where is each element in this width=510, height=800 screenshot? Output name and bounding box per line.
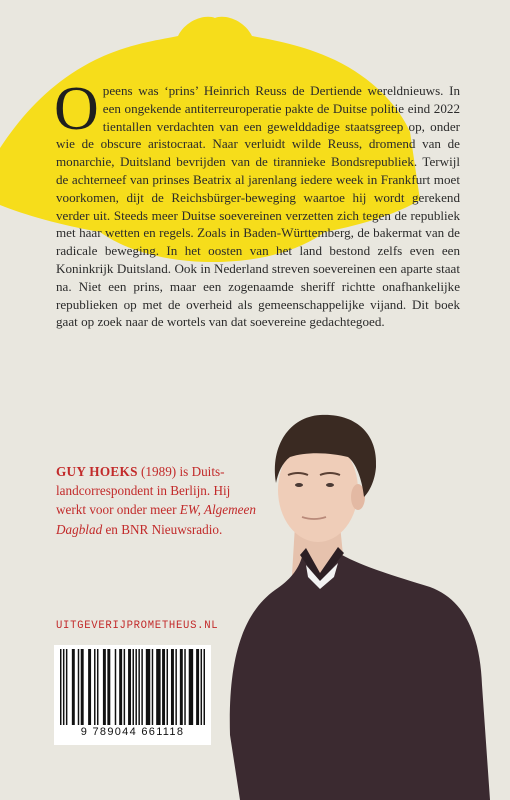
barcode-bar xyxy=(138,649,139,725)
isbn-number: 9 789044 661118 xyxy=(80,726,185,738)
barcode-bars xyxy=(60,649,205,725)
barcode-bar xyxy=(196,649,199,725)
barcode-bar xyxy=(78,649,79,725)
barcode-bar xyxy=(156,649,160,725)
barcode-bar xyxy=(107,649,110,725)
barcode-bar xyxy=(124,649,125,725)
barcode-bar xyxy=(180,649,183,725)
author-outlets: EW, Algemeen Dagblad xyxy=(56,502,256,537)
portrait-sweater xyxy=(230,555,490,800)
barcode-bar xyxy=(135,649,136,725)
portrait-eye-right xyxy=(326,483,334,487)
author-bio-part-2: en BNR Nieuwsradio. xyxy=(102,521,223,537)
portrait-eye-left xyxy=(295,483,303,487)
drop-cap: O xyxy=(54,75,99,143)
barcode-bar xyxy=(94,649,95,725)
barcode-bar xyxy=(175,649,176,725)
barcode-bar xyxy=(97,649,98,725)
barcode-bar xyxy=(128,649,131,725)
author-bio-part-1: (1989) is Duitslandcorrespondent in Berlijn. Hij werkt voor onder meer xyxy=(56,464,231,518)
publisher-website[interactable]: UITGEVERIJPROMETHEUS.NL xyxy=(56,620,219,632)
barcode-bar xyxy=(204,649,205,725)
isbn-barcode xyxy=(54,645,211,745)
barcode-bar xyxy=(162,649,165,725)
author-portrait-photo xyxy=(220,405,510,800)
barcode-bar xyxy=(72,649,75,725)
blurb-text xyxy=(54,75,460,331)
blurb-body: peens was ‘prins’ Heinrich Reuss de Dertiende wereldnieuws. In een ongekende antiterreuroperatie pakte de Duitse politie eind 2022 tientallen verdachten van een gewelddadige staatsgreep op, onder wie de obscure aristocraat. Naar verluidt wilde Reuss, dromend van de monarchie, Duitsland bevrijden van de tirannieke Bondsrepubliek. Terwijl de achterneef van prinses Beatrix al jarenlang iedere week in Frankfurt moet voorkomen, dijt de Reichsbürger-beweging waartoe hij wordt gerekend verder uit. Steeds meer Duitse soevereinen verzetten zich tegen de republiek met haar wetten en regels. Zoals in Baden-Württemberg, de bakermat van de radicale beweging. In het oosten van het land bestond zelfs even een Koninkrijk Duitsland. Ook in Nederland streven soevereinen een aparte staat na. Niet een prins, maar een zogenaamde sheriff richtte onafhankelijke republieken op met de overheid als gemeenschappelijke vijand. Dit boek gaat op zoek naar de wortels van dat soevereine gedachtegoed. xyxy=(56,83,460,330)
barcode-bar xyxy=(60,649,61,725)
barcode-bar xyxy=(81,649,84,725)
barcode-bar xyxy=(119,649,122,725)
barcode-bar xyxy=(133,649,134,725)
barcode-bar xyxy=(152,649,153,725)
barcode-bar xyxy=(146,649,150,725)
barcode-bar xyxy=(201,649,202,725)
barcode-bar xyxy=(141,649,142,725)
barcode-bar xyxy=(189,649,193,725)
barcode-bar xyxy=(171,649,174,725)
barcode-bar xyxy=(184,649,185,725)
barcode-bar xyxy=(88,649,91,725)
barcode-bar xyxy=(167,649,168,725)
barcode-bar xyxy=(115,649,116,725)
author-name: GUY HOEKS xyxy=(56,464,138,479)
barcode-bar xyxy=(66,649,67,725)
barcode-bar xyxy=(103,649,106,725)
barcode-bar xyxy=(63,649,64,725)
